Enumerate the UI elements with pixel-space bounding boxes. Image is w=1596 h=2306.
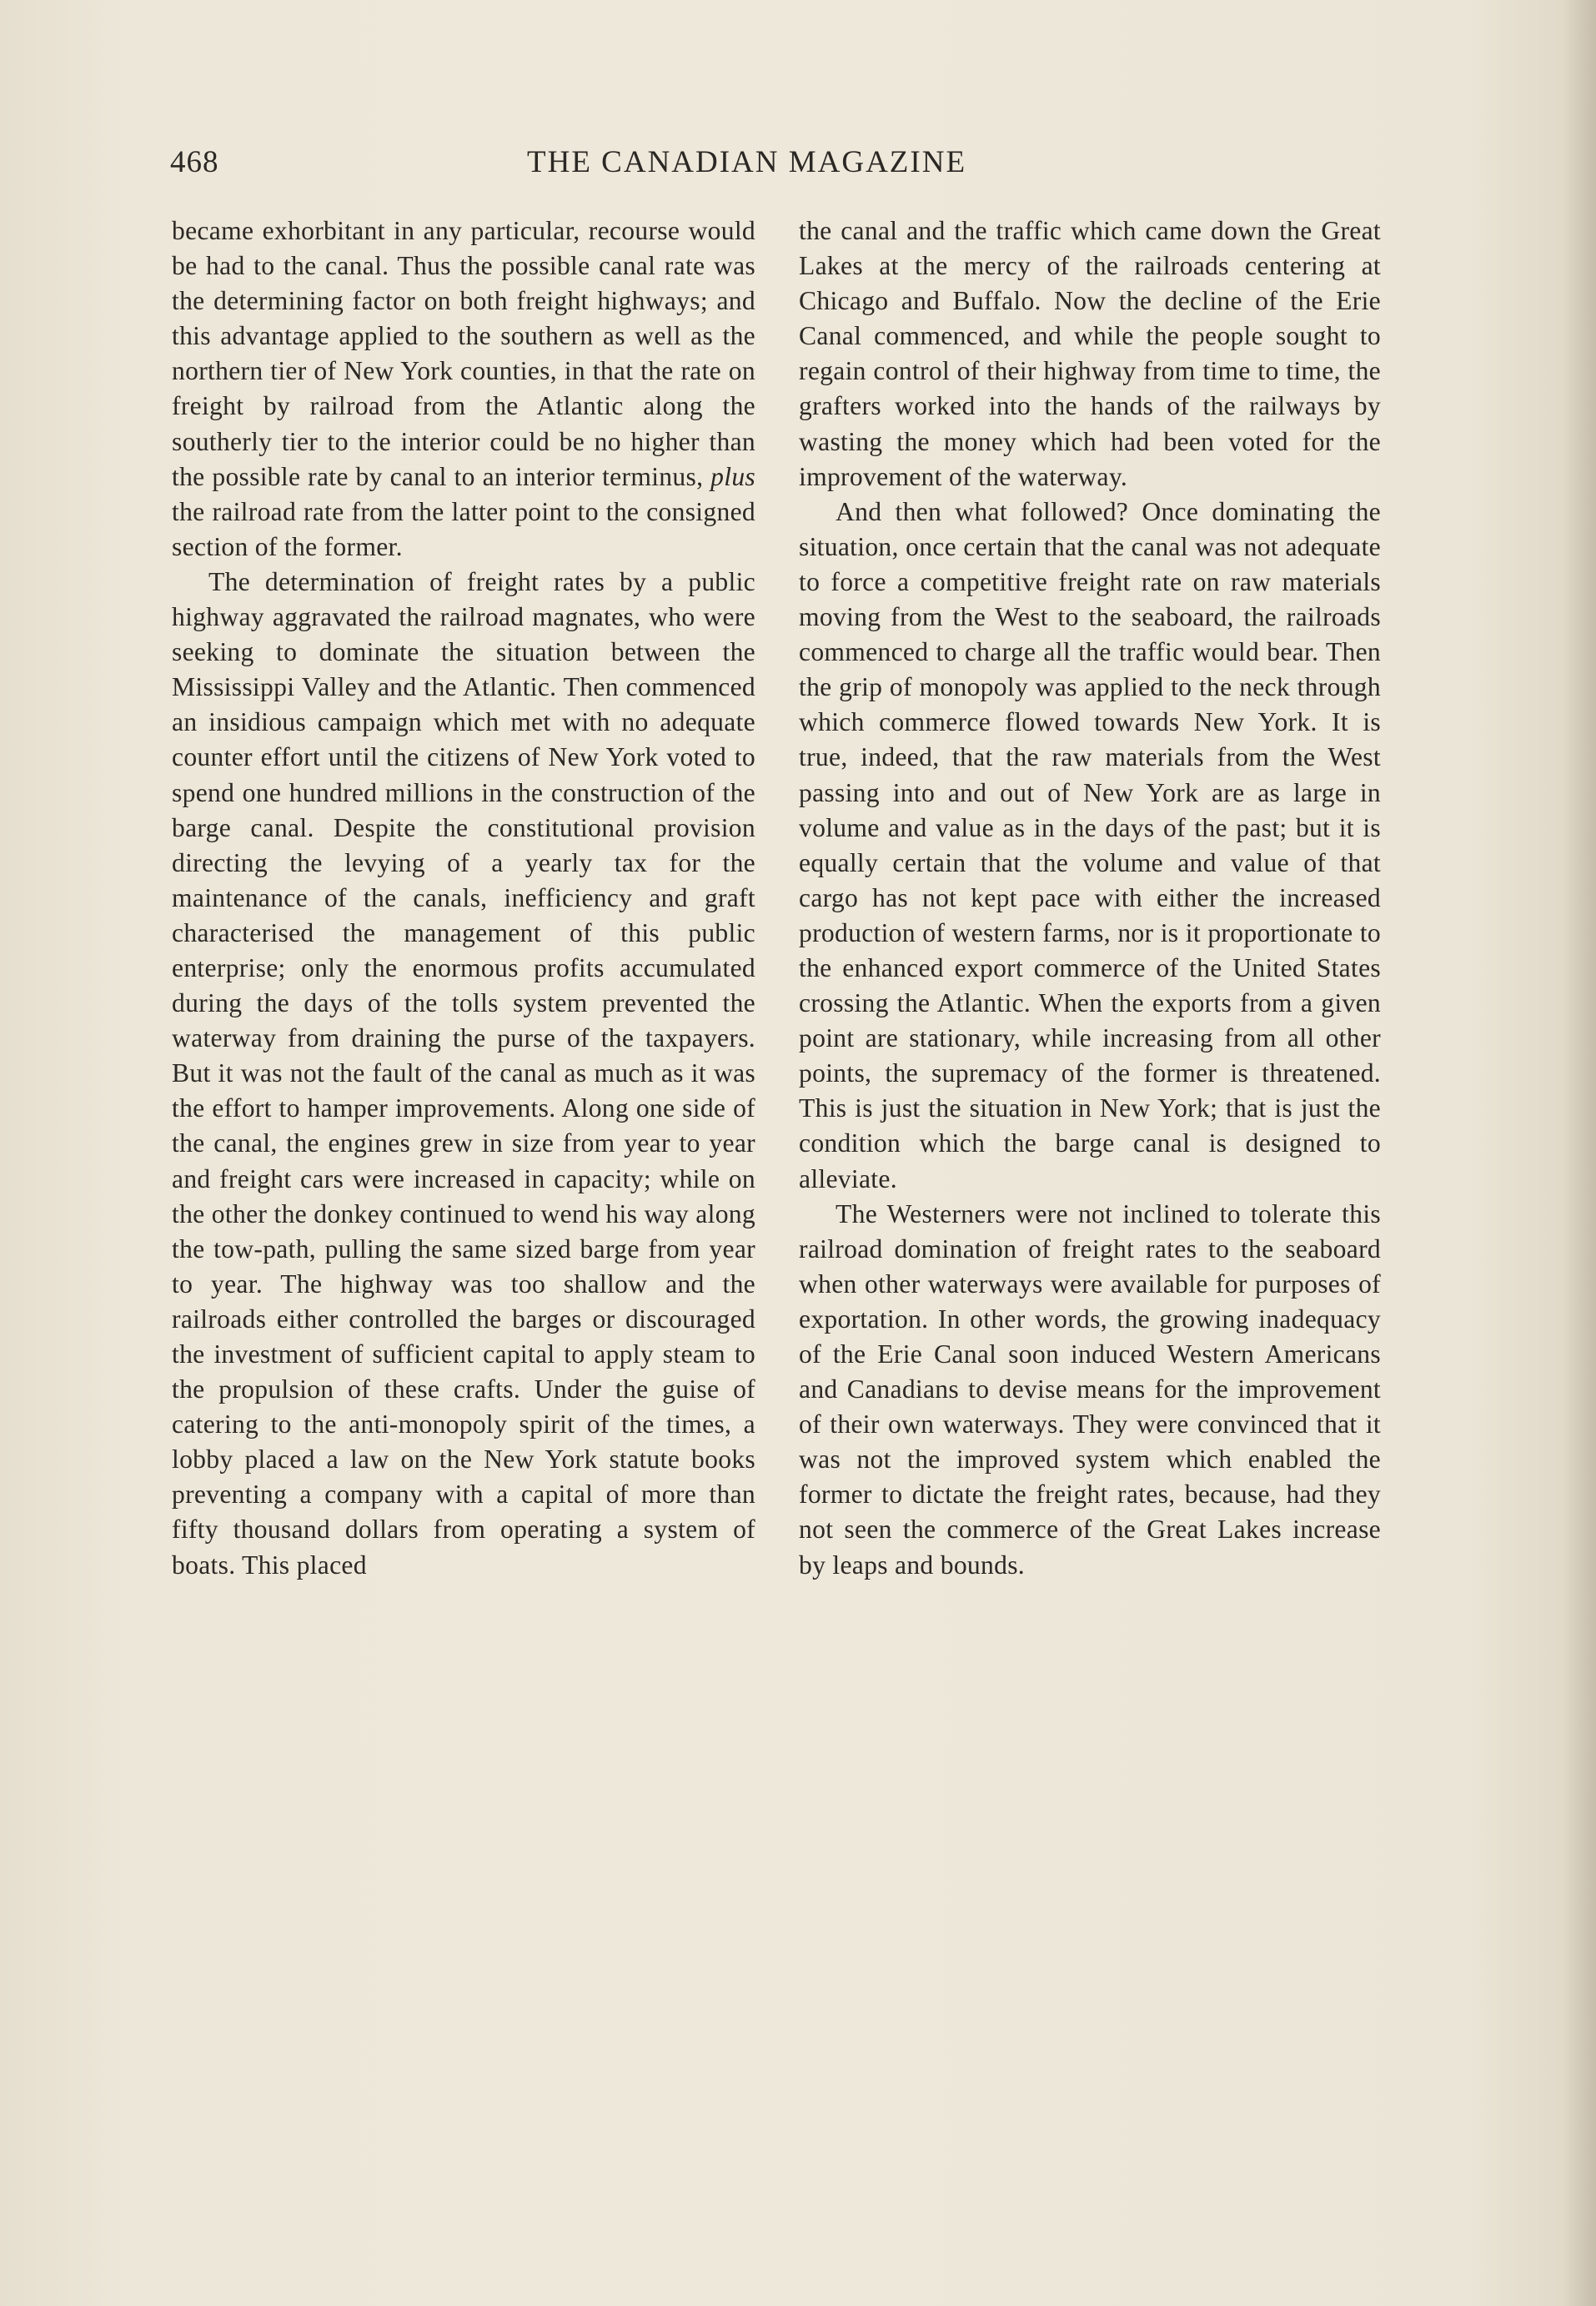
page-number: 468	[170, 145, 219, 179]
right-paragraph-1: the canal and the traffic which came down the Great Lakes at the mercy of the railroads centering at Chicago and Buffalo. Now the decline of the Erie Canal commenced, and while the people sought to regain control of their highway from time to time, the grafters worked into the hands of the railways by wasting the money which had been voted for the improvement of the waterway.	[799, 216, 1381, 491]
right-paragraph-3: The Westerners were not inclined to tolerate this railroad domination of freight rates to the seaboard when other waterways were available for purposes of exportation. In other words, the growing inadequacy of the Erie Canal soon induced Western Americans and Canadians to devise means for the improvement of their own waterways. They were convinced that it was not the improved system which enabled the former to dictate the freight rates, because, had they not seen the commerce of the Great Lakes increase by leaps and bounds.	[799, 1198, 1381, 1580]
left-paragraph-2: The determination of freight rates by a public highway aggravated the railroad magnates, who were seeking to dominate the situation between the Mississippi Valley and the Atlantic. Then commenced an insidious campaign which met with no adequate counter effort until the citizens of New York voted to spend one hundred millions in the construction of the barge canal. Despite the constitutional provision directing the levying of a yearly tax for the maintenance of the canals, inefficiency and graft characterised the management of this public enterprise; only the enormous profits accumulated during the days of the tolls system prevented the waterway from draining the purse of the taxpayers. But it was not the fault of the canal as much as it was the effort to hamper improvements. Along one side of the canal, the engines grew in size from year to year and freight cars were increased in capacity; while on the other the donkey continued to wend his way along the tow-path, pulling the same sized barge from year to year. The highway was too shallow and the railroads either controlled the barges or discouraged the investment of sufficient capital to apply steam to the propulsion of these crafts. Under the guise of catering to the anti-monopoly spirit of the times, a lobby placed a law on the New York statute books preventing a company with a capital of more than fifty thousand dollars from operating a system of boats. This placed	[172, 566, 755, 1580]
left-paragraph-1-emphasis: plus	[710, 461, 756, 491]
running-title: THE CANADIAN MAGAZINE	[527, 145, 967, 179]
right-column	[799, 214, 1381, 1583]
left-paragraph-1	[172, 214, 755, 565]
left-paragraph-1-text: became exhorbitant in any particular, recourse would be had to the canal. Thus the possible canal rate was the determining factor on both freight highways; and this advantage applied to the southern as well as the northern tier of New York counties, in that the rate on freight by railroad from the Atlantic along the southerly tier to the interior could be no higher than the possible rate by canal to an interior terminus,	[172, 216, 755, 491]
left-column	[172, 214, 755, 1583]
left-paragraph-1-tail: the railroad rate from the latter point to the consigned section of the former.	[172, 496, 755, 561]
page-header	[0, 138, 1596, 188]
right-paragraph-2: And then what followed? Once dominating the situation, once certain that the canal was not adequate to force a competitive freight rate on raw materials moving from the West to the seaboard, the railroads commenced to charge all the traffic would bear. Then the grip of monopoly was applied to the neck through which commerce flowed towards New York. It is true, indeed, that the raw materials from the West passing into and out of New York are as large in volume and value as in the days of the past; but it is equally certain that the volume and value of that cargo has not kept pace with either the increased production of western farms, nor is it proportionate to the enhanced export commerce of the United States crossing the Atlantic. When the exports from a given point are stationary, while increasing from all other points, the supremacy of the former is threatened. This is just the situation in New York; that is just the condition which the barge canal is designed to alleviate.	[799, 496, 1381, 1193]
